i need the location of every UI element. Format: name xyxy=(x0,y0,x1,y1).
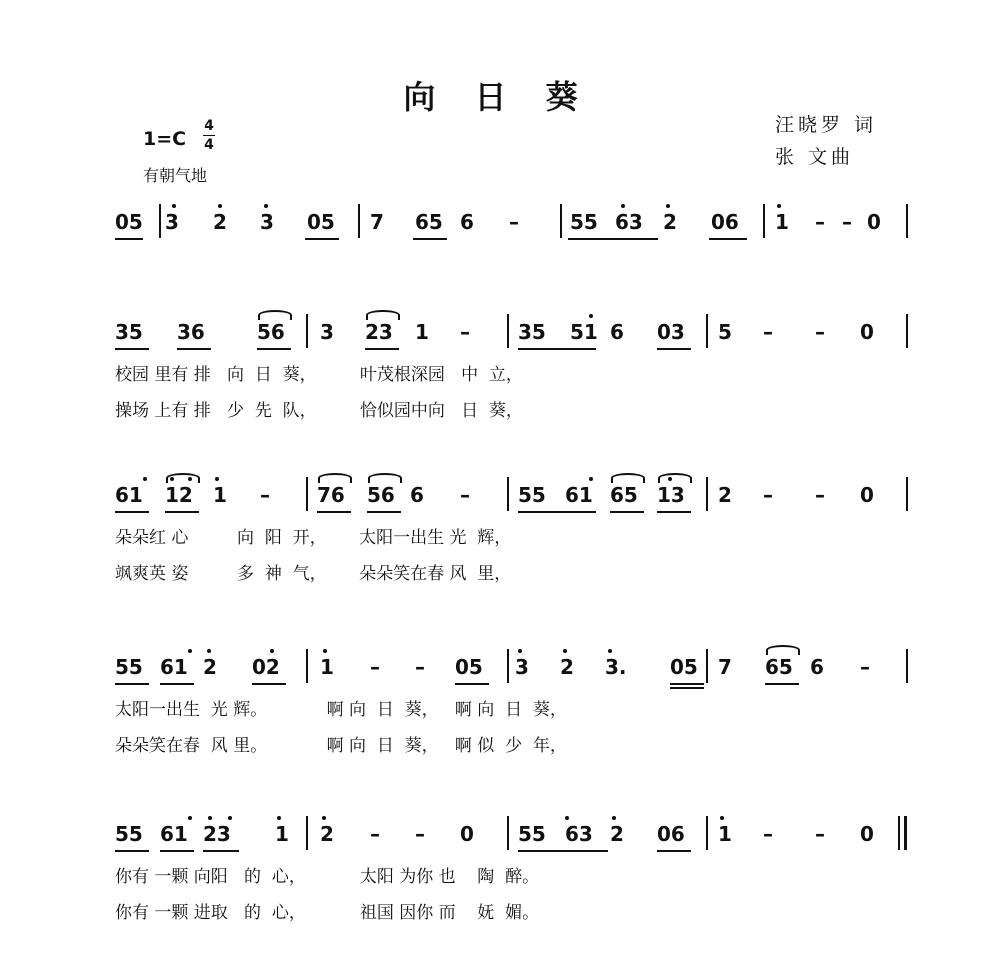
time-signature xyxy=(202,118,216,153)
lyric-verse-1: 朵朵红 心 向 阳 开， 太阳一出生 光 辉， xyxy=(115,528,512,548)
key-signature: 1=C xyxy=(143,128,187,150)
lyric-verse-2: 飒爽英 姿 多 神 气， 朵朵笑在春 风 里， xyxy=(115,564,512,584)
meter-top: 4 xyxy=(204,118,214,134)
tempo-marking: 有朝气地 xyxy=(143,166,208,185)
meter-bottom: 4 xyxy=(204,137,214,153)
lyric-verse-2: 你有 一颗 进取 的 心， 祖国 因你 而 妩 媚。 xyxy=(115,903,540,923)
lyric-verse-1: 你有 一颗 向阳 的 心， 太阳 为你 也 陶 醉。 xyxy=(115,867,540,887)
lyric-verse-1: 校园 里有 排 向 日 葵， 叶茂根深园 中 立， xyxy=(115,365,523,385)
lyricist-credit: 汪晓罗 词 xyxy=(775,114,878,136)
lyric-verse-1: 太阳一出生 光 辉。 啊 向 日 葵， 啊 向 日 葵， xyxy=(115,700,567,720)
lyric-verse-2: 操场 上有 排 少 先 队， 恰似园中向 日 葵， xyxy=(115,401,523,421)
meter-line xyxy=(203,135,215,136)
composer-credit: 张 文曲 xyxy=(775,146,855,168)
lyric-verse-2: 朵朵笑在春 风 里。 啊 向 日 葵， 啊 似 少 年， xyxy=(115,736,567,756)
song-title: 向 日 葵 xyxy=(403,78,592,116)
